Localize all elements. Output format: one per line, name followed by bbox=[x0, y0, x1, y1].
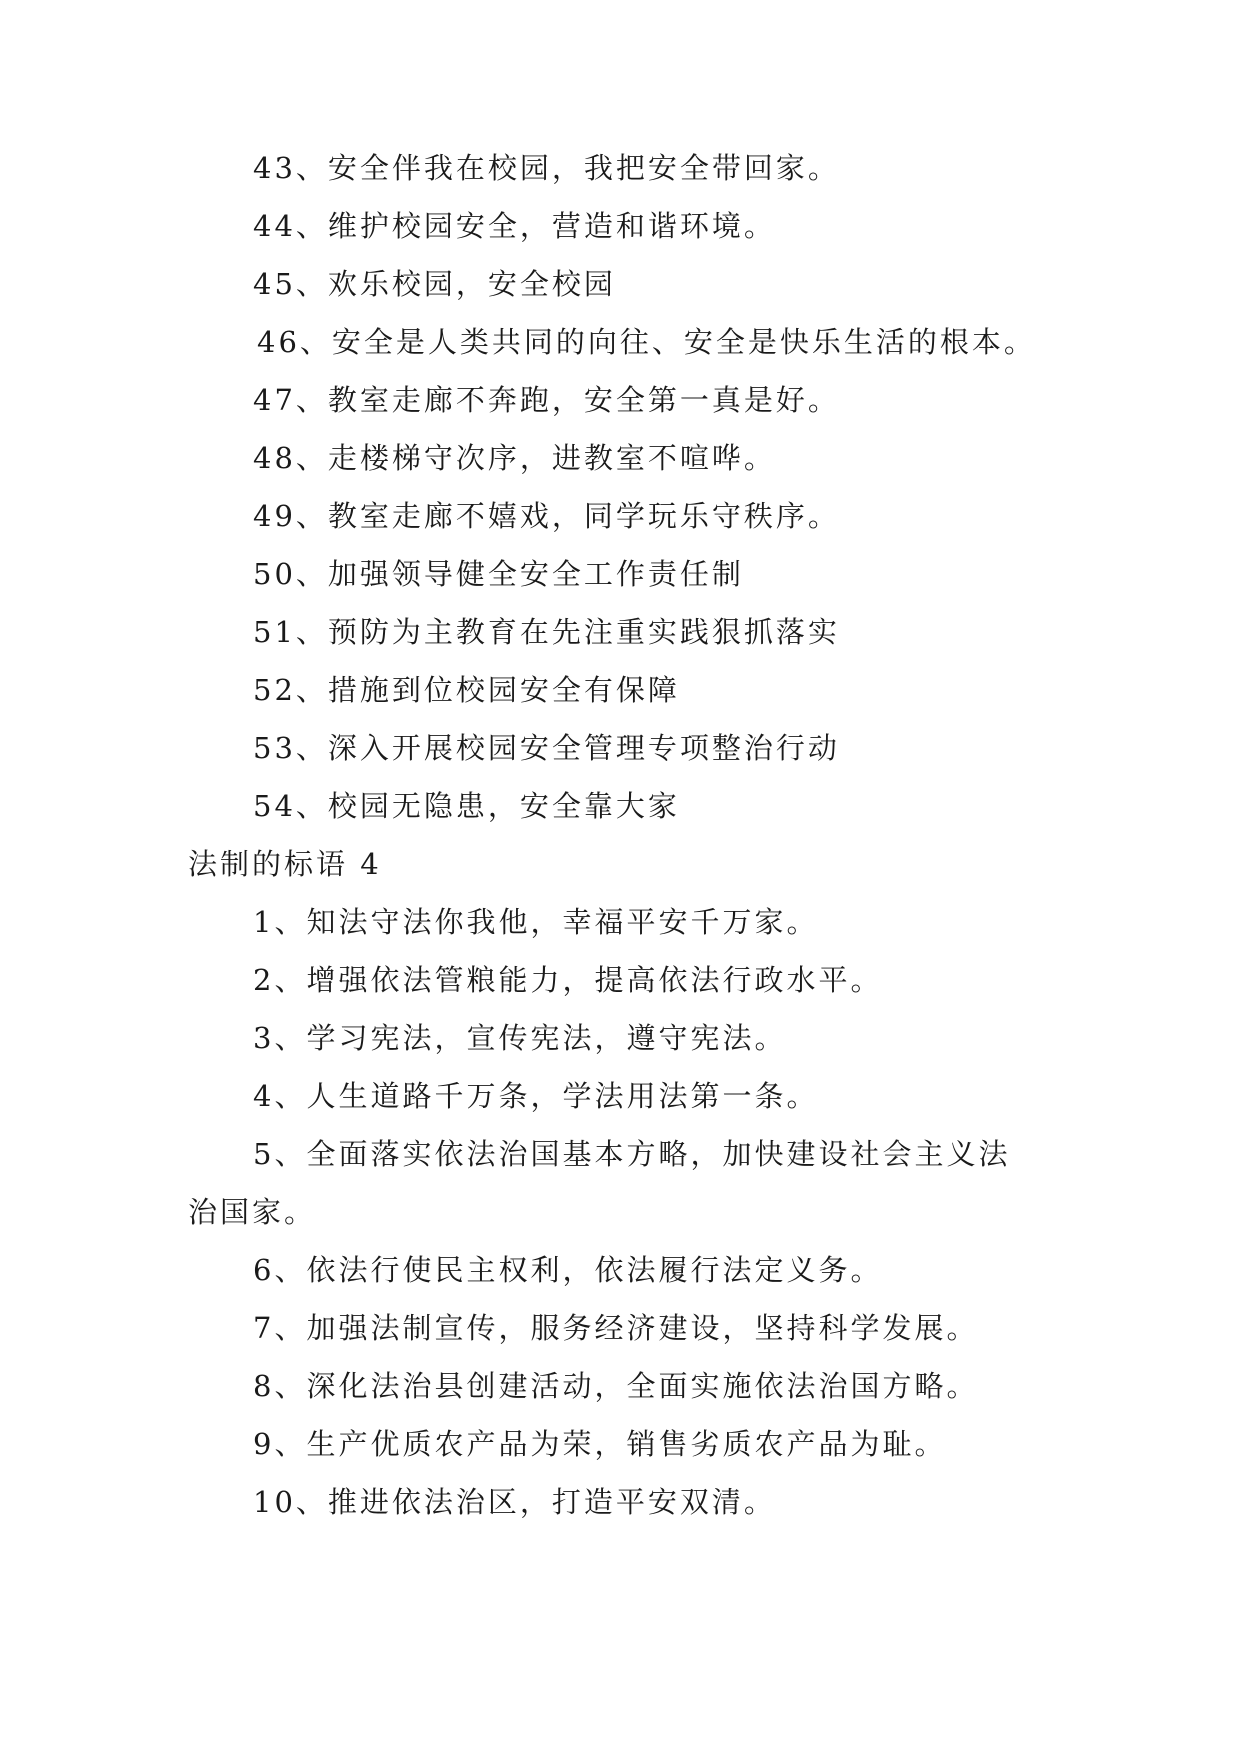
list-item: 1、知法守法你我他，幸福平安千万家。 bbox=[253, 905, 819, 939]
list-item: 53、深入开展校园安全管理专项整治行动 bbox=[253, 731, 840, 765]
list-item: 10、推进依法治区，打造平安双清。 bbox=[253, 1485, 776, 1519]
list-item: 49、教室走廊不嬉戏，同学玩乐守秩序。 bbox=[253, 499, 840, 533]
list-item-continuation: 治国家。 bbox=[188, 1195, 317, 1229]
list-item: 3、学习宪法，宣传宪法，遵守宪法。 bbox=[253, 1021, 787, 1055]
list-item: 2、增强依法管粮能力，提高依法行政水平。 bbox=[253, 963, 883, 997]
list-item: 43、安全伴我在校园，我把安全带回家。 bbox=[253, 151, 840, 185]
list-item: 48、走楼梯守次序，进教室不喧哗。 bbox=[253, 441, 776, 475]
list-item: 52、措施到位校园安全有保障 bbox=[253, 673, 680, 707]
list-item: 6、依法行使民主权利，依法履行法定义务。 bbox=[253, 1253, 883, 1287]
list-item: 54、校园无隐患，安全靠大家 bbox=[253, 789, 680, 823]
list-item: 47、教室走廊不奔跑，安全第一真是好。 bbox=[253, 383, 840, 417]
list-item: 45、欢乐校园，安全校园 bbox=[253, 267, 616, 301]
list-item: 51、预防为主教育在先注重实践狠抓落实 bbox=[253, 615, 840, 649]
section-heading: 法制的标语 4 bbox=[188, 847, 382, 881]
list-item: 50、加强领导健全安全工作责任制 bbox=[253, 557, 744, 591]
list-item: 4、人生道路千万条，学法用法第一条。 bbox=[253, 1079, 819, 1113]
list-item: 8、深化法治县创建活动，全面实施依法治国方略。 bbox=[253, 1369, 979, 1403]
list-item: 46、安全是人类共同的向往、安全是快乐生活的根本。 bbox=[257, 325, 1036, 359]
list-item: 7、加强法制宣传，服务经济建设，坚持科学发展。 bbox=[253, 1311, 979, 1345]
list-item: 5、全面落实依法治国基本方略，加快建设社会主义法 bbox=[253, 1137, 1011, 1171]
list-item: 9、生产优质农产品为荣，销售劣质农产品为耻。 bbox=[253, 1427, 947, 1461]
list-item: 44、维护校园安全，营造和谐环境。 bbox=[253, 209, 776, 243]
